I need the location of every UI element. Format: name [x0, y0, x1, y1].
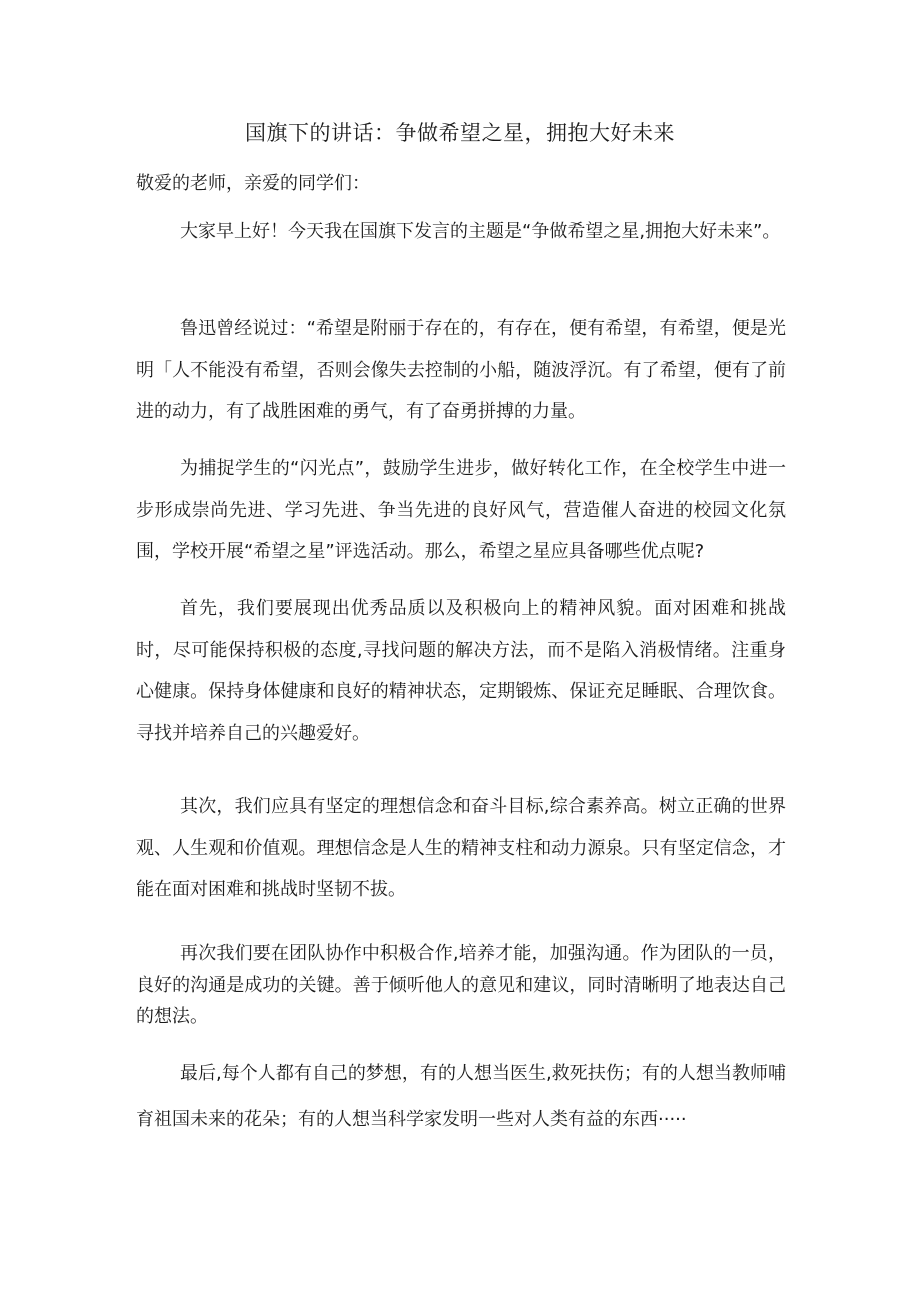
- paragraph-greeting: 大家早上好！今天我在国旗下发言的主题是“争做希望之星,拥抱大好未来”。: [180, 221, 781, 242]
- paragraph-second: 其次，我们应具有坚定的理想信念和奋斗目标,综合素养高。树立正确的世界观、人生观和价值观。理想信念是人生的精神支柱和动力源泉。只有坚定信念，才能在面对困难和挑战时坚韧不拔。: [136, 796, 786, 900]
- paragraph-activity: 为捕捉学生的“闪光点”，鼓励学生进步，做好转化工作，在全校学生中进一步形成崇尚先进、学习先进、争当先进的良好风气，营造催人奋进的校园文化氛围，学校开展“希望之星”评选活动。那么，希望之星应具备哪些优点呢?: [136, 458, 786, 562]
- document-title: 国旗下的讲话：争做希望之星，拥抱大好未来: [245, 121, 675, 145]
- paragraph-luxun-quote: 鲁迅曾经说过：“希望是附丽于存在的，有存在，便有希望，有希望，便是光明「人不能没有希望，否则会像失去控制的小船，随波浮沉。有了希望，便有了前进的动力，有了战胜困难的勇气，有了奋勇拼搏的力量。: [136, 318, 786, 422]
- paragraph-third: 再次我们要在团队协作中积极合作,培养才能，加强沟通。作为团队的一员，良好的沟通是成功的关键。善于倾听他人的意见和建议，同时清晰明了地表达自己的想法。: [136, 943, 786, 1027]
- salutation: 敬爱的老师，亲爱的同学们：: [136, 173, 370, 194]
- paragraph-first: 首先，我们要展现出优秀品质以及积极向上的精神风貌。面对困难和挑战时，尽可能保持积极的态度,寻找问题的解决方法，而不是陷入消极情绪。注重身心健康。保持身体健康和良好的精神状态，定期锻炼、保证充足睡眠、合理饮食。寻找并培养自己的兴趣爱好。: [136, 598, 786, 744]
- paragraph-last: 最后,每个人都有自己的梦想，有的人想当医生,救死扶伤；有的人想当教师哺育祖国未来的花朵；有的人想当科学家发明一些对人类有益的东西·····: [136, 1063, 786, 1130]
